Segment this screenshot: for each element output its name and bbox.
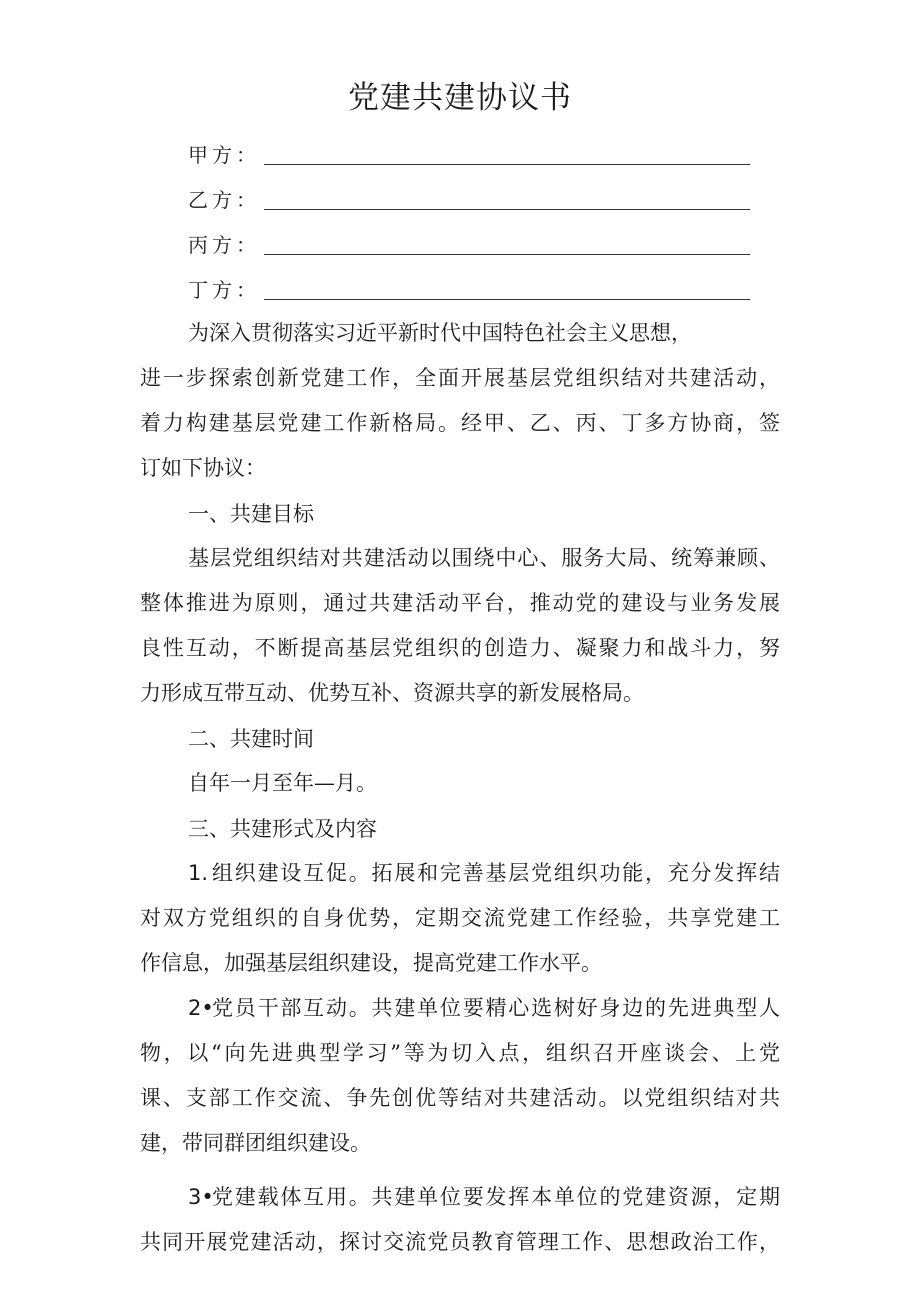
intro-line: 订如下协议： xyxy=(140,456,266,480)
party-blank-line xyxy=(264,299,750,300)
paragraph-line: 课、支部工作交流、争先创优等结对共建活动。以党组织结对共 xyxy=(140,1086,780,1110)
paragraph-line: 建，带同群团组织建设。 xyxy=(140,1131,371,1155)
party-blank-line xyxy=(264,254,750,255)
party-label: 丁方： xyxy=(188,278,260,302)
section-heading: 二、共建时间 xyxy=(188,727,314,751)
paragraph-line: 良性互动，不断提高基层党组织的创造力、凝聚力和战斗力，努 xyxy=(140,636,780,660)
party-row-ding xyxy=(188,273,758,307)
intro-line: 进一步探索创新党建工作，全面开展基层党组织结对共建活动， xyxy=(140,366,780,390)
party-row-jia xyxy=(188,138,758,172)
list-number: 2• xyxy=(188,996,214,1020)
paragraph-line: 对双方党组织的自身优势，定期交流党建工作经验，共享党建工 xyxy=(140,906,780,930)
intro-line: 着力构建基层党建工作新格局。经甲、乙、丙、丁多方协商，签 xyxy=(140,411,780,435)
paragraph-line: 物，以“向先进典型学习”等为切入点，组织召开座谈会、上党 xyxy=(140,1041,780,1065)
item-number xyxy=(188,991,214,1025)
document-title: 党建共建协议书 xyxy=(348,80,572,116)
paragraph-line: 组织建设互促。拓展和完善基层党组织功能，充分发挥结 xyxy=(212,861,780,885)
list-number: 1. xyxy=(188,861,209,885)
party-row-bing xyxy=(188,228,758,262)
paragraph-line: 力形成互带互动、优势互补、资源共享的新发展格局。 xyxy=(140,681,644,705)
section-heading: 三、共建形式及内容 xyxy=(188,817,377,841)
paragraph-line: 党员干部互动。共建单位要精心选树好身边的先进典型人 xyxy=(212,996,780,1020)
item-number xyxy=(188,856,208,890)
paragraph-line: 党建载体互用。共建单位要发挥本单位的党建资源，定期 xyxy=(212,1185,780,1209)
paragraph-line: 基层党组织结对共建活动以围绕中心、服务大局、统筹兼顾、 xyxy=(188,546,780,570)
party-label: 丙方： xyxy=(188,233,260,257)
item-number xyxy=(188,1180,214,1214)
section-heading: 一、共建目标 xyxy=(188,502,314,526)
paragraph-line: 自年一月至年—月。 xyxy=(188,771,377,795)
party-label: 乙方： xyxy=(188,188,260,212)
party-label: 甲方： xyxy=(188,143,260,167)
party-row-yi xyxy=(188,183,758,217)
paragraph-line: 整体推进为原则，通过共建活动平台，推动党的建设与业务发展 xyxy=(140,591,780,615)
intro-line: 为深入贯彻落实习近平新时代中国特色社会主义思想， xyxy=(188,321,692,345)
party-blank-line xyxy=(264,164,750,165)
list-number: 3• xyxy=(188,1185,214,1209)
paragraph-line: 作信息，加强基层组织建设，提高党建工作水平。 xyxy=(140,951,602,975)
party-blank-line xyxy=(264,209,750,210)
paragraph-line: 共同开展党建活动，探讨交流党员教育管理工作、思想政治工作， xyxy=(140,1230,780,1254)
